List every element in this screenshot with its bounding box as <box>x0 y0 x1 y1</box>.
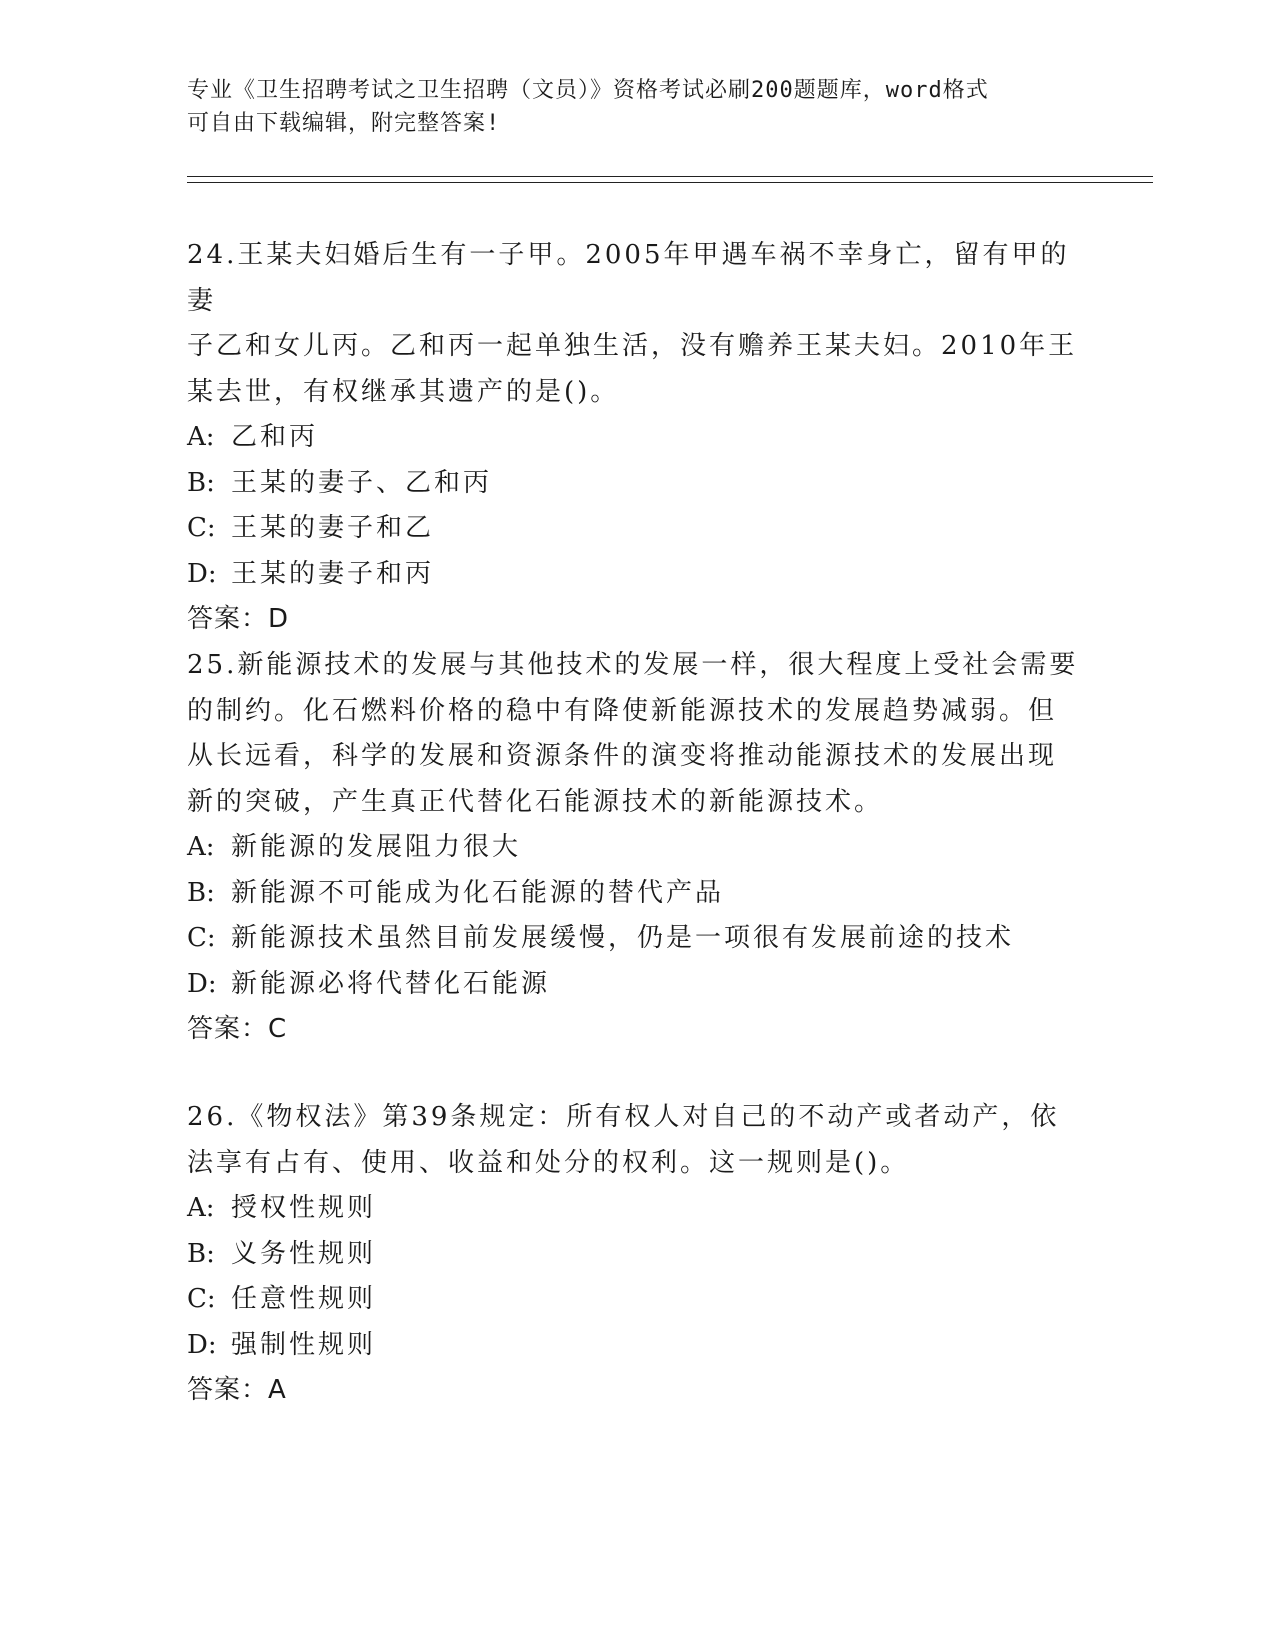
question-25 <box>187 643 1087 1053</box>
option-d <box>187 1323 1087 1369</box>
option-a <box>187 415 1087 461</box>
option-text: 强制性规则 <box>231 1329 377 1360</box>
question-stem-line: 子乙和女儿丙。乙和丙一起单独生活，没有赡养王某夫妇。2010年王 <box>187 331 1078 361</box>
option-text: 任意性规则 <box>231 1284 377 1314</box>
header-divider-top <box>187 176 1153 177</box>
option-letter: C: <box>187 513 216 543</box>
option-letter: A: <box>187 422 215 452</box>
option-a <box>187 1186 1087 1232</box>
option-c <box>187 1277 1087 1323</box>
option-a <box>187 825 1087 871</box>
option-letter: D: <box>187 558 217 589</box>
option-text: 授权性规则 <box>231 1193 377 1223</box>
question-26 <box>187 1095 1087 1414</box>
option-letter: D: <box>187 1329 217 1360</box>
option-b <box>187 461 1087 507</box>
option-text: 王某的妻子、乙和丙 <box>231 467 493 498</box>
option-text: 王某的妻子和乙 <box>231 513 435 543</box>
document-header <box>187 74 1067 140</box>
question-24 <box>187 233 1087 643</box>
option-letter: B: <box>187 1238 215 1269</box>
header-line-1: 专业《卫生招聘考试之卫生招聘（文员）》资格考试必刷200题题库，word格式 <box>187 78 989 103</box>
question-stem-line: 某去世，有权继承其遗产的是()。 <box>187 376 620 407</box>
option-c <box>187 916 1087 962</box>
question-stem-line: 法享有占有、使用、收益和处分的权利。这一规则是()。 <box>187 1147 910 1178</box>
question-stem-line: 新的突破，产生真正代替化石能源技术的新能源技术。 <box>187 786 884 817</box>
option-text: 义务性规则 <box>231 1238 377 1269</box>
option-c <box>187 506 1087 552</box>
option-b <box>187 1232 1087 1278</box>
option-letter: B: <box>187 467 215 498</box>
header-line-2: 可自由下载编辑，附完整答案! <box>187 111 501 136</box>
option-text: 新能源的发展阻力很大 <box>231 832 522 862</box>
question-stem-line: 24.王某夫妇婚后生有一子甲。2005年甲遇车祸不幸身亡，留有甲的妻 <box>187 240 1070 316</box>
option-letter: A: <box>187 1193 215 1223</box>
header-divider-bottom <box>187 182 1153 183</box>
option-d <box>187 552 1087 598</box>
question-stem-line: 从长远看，科学的发展和资源条件的演变将推动能源技术的发展出现 <box>187 741 1058 771</box>
question-stem-line: 25.新能源技术的发展与其他技术的发展一样，很大程度上受社会需要 <box>187 650 1079 680</box>
question-stem-line: 26.《物权法》第39条规定：所有权人对自己的不动产或者动产，依 <box>187 1102 1060 1132</box>
option-text: 新能源不可能成为化石能源的替代产品 <box>231 877 725 908</box>
answer-line: 答案：D <box>187 604 290 634</box>
option-b <box>187 871 1087 917</box>
option-text: 新能源必将代替化石能源 <box>231 968 551 999</box>
option-d <box>187 962 1087 1008</box>
question-stem-line: 的制约。化石燃料价格的稳中有降使新能源技术的发展趋势减弱。但 <box>187 695 1058 726</box>
option-text: 乙和丙 <box>231 422 319 452</box>
option-letter: C: <box>187 1284 216 1314</box>
option-letter: B: <box>187 877 215 908</box>
option-text: 新能源技术虽然目前发展缓慢，仍是一项很有发展前途的技术 <box>231 923 1015 953</box>
answer-line: 答案：A <box>187 1375 287 1405</box>
option-text: 王某的妻子和丙 <box>231 558 435 589</box>
option-letter: D: <box>187 968 217 999</box>
option-letter: C: <box>187 923 216 953</box>
option-letter: A: <box>187 832 215 862</box>
answer-line: 答案：C <box>187 1014 288 1044</box>
